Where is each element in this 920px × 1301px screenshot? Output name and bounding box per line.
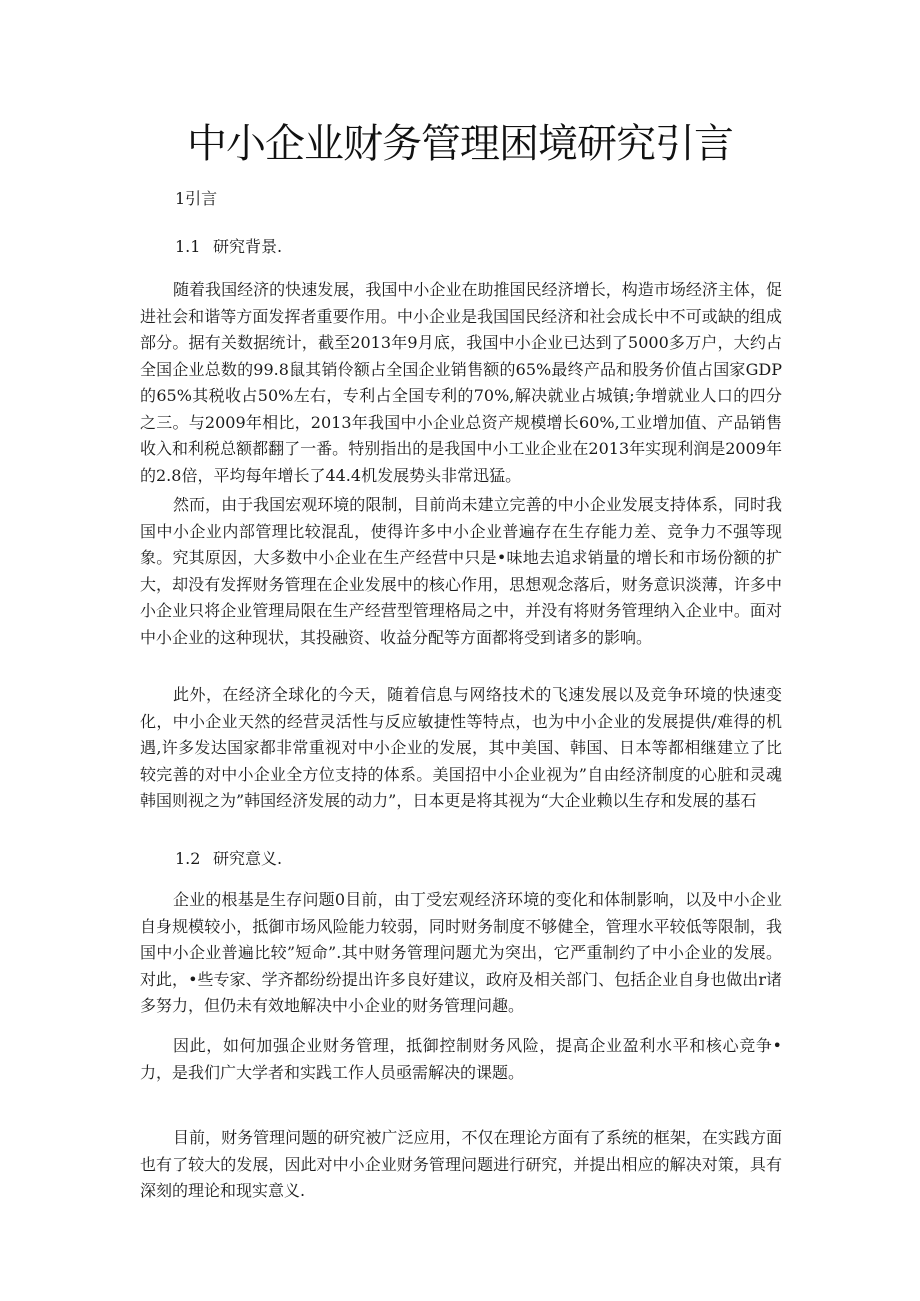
section-label: 研究背景.	[213, 237, 283, 256]
paragraph-significance-survival: 企业的根基是生存问题0目前，由丁受宏观经济环境的变化和体制影响，以及中小企业自身规模较小，抵御市场风险能力较弱，同时财务制度不够健全，管理水平较低等限制，我国中小企业普遍比较”短命”.其中财务管理问题尤为突出，它严重制约了中小企业的发展。对此，•些专家、学齐都纷纷提出许多良好建议，政府及相关部门、包括企业自身也做出r诸多努力，但仍未有效地解决中小企业的财务管理问趣。	[140, 890, 782, 1015]
paragraph-background-globalization: 此外，在经济全球化的今天，随着信息与网络技术的飞速发展以及竞争环境的快速变化，中小企业天然的经营灵活性与反应敏捷性等特点，也为中小企业的发展提供/难得的机遇,许多发达国家都非常重视对中小企业的发展，其中美国、韩国、日本等都相继建立了比较完善的对中小企业全方位支持的体系。美国招中小企业视为”自由经济制度的心脏和灵魂韩国则视之为”韩国经济发展的动力”，日本更是将其视为“大企业赖以生存和发展的基石	[140, 685, 782, 810]
section-number: 1.2	[175, 849, 201, 868]
paragraph-background-problems: 然而，由于我国宏观环境的限制，目前尚未建立完善的中小企业发展支持体系，同时我国中小企业内部管理比较混乱，使得许多中小企业普遍存在生存能力差、竞争力不强等现象。究其原因，大多数中小企业在生产经营中只是•味地去追求销量的增长和市场份额的扩大，却没有发挥财务管理在企业发展中的核心作用，思想观念落后，财务意识淡薄，许多中小企业只将企业管理局限在生产经营型管理格局之中，并没有将财务管理纳入企业中。面对中小企业的这种现状，其投融资、收益分配等方面都将受到诸多的影响。	[140, 495, 782, 647]
page-title: 中小企业财务管理困境研究引言	[187, 121, 733, 167]
section-label: 研究意义.	[213, 849, 283, 868]
paragraph-significance-task: 因此，如何加强企业财务管理，抵御控制财务风险，提高企业盈利水平和核心竞争•力，是我们广大学者和实践工作人员亟需解决的课题。	[140, 1036, 782, 1082]
section-heading-research-significance	[175, 849, 282, 869]
paragraph-significance-conclusion: 目前，财务管理问题的研究被广泛应用，不仅在理论方面有了系统的框架，在实践方面也有了较大的发展，因此对中小企业财务管理问题进行研究，并提出相应的解决对策，具有深刻的理论和现实意义.	[140, 1128, 782, 1200]
section-heading-introduction: 1引言	[175, 189, 218, 208]
section-number: 1.1	[175, 237, 201, 256]
section-heading-research-background	[175, 237, 282, 257]
paragraph-background-growth: 随着我国经济的快速发展，我国中小企业在助推国民经济增长，构造市场经济主体，促进社会和谐等方面发挥者重要作用。中小企业是我国国民经济和社会成长中不可或缺的组成部分。据有关数据统计，截至2013年9月底，我国中小企业已达到了5000多万户，大约占全国企业总数的99.8鼠其销伶额占全国企业销售额的65%最终产品和股务价值占国家GDP的65%其税收占50%左右，专利占全国专利的70%,解决就业占城镇;争增就业人口的四分之三。与2009年相比，2013年我国中小企业总资产规模增长60%,工业增加值、产品销售收入和利税总额都翻了一番。特别指出的是我国中小工业企业在2013年实现利润是2009年的2.8倍，平均每年增长了44.4机发展势头非常迅猛。	[140, 280, 782, 485]
